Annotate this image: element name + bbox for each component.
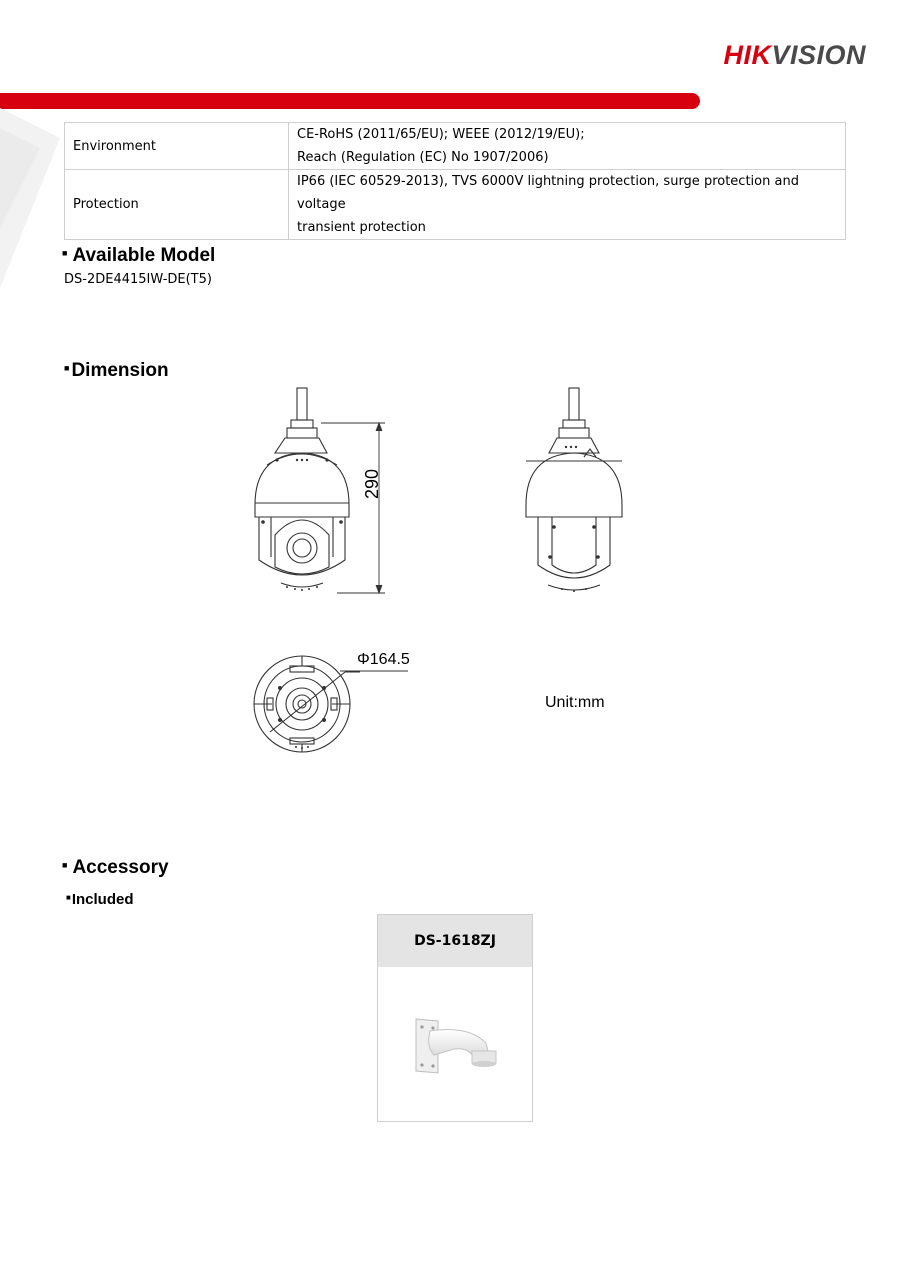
spec-value: CE-RoHS (2011/65/EU); WEEE (2012/19/EU); Reach (Regulation (EC) No 1907/2006): [289, 123, 846, 170]
table-row: [65, 123, 846, 170]
spec-table: [64, 122, 846, 240]
bullet-icon: ■: [62, 860, 68, 870]
bullet-icon: ■: [62, 248, 68, 258]
accessory-name: DS-1618ZJ: [378, 915, 532, 967]
header-red-bar: [0, 93, 700, 109]
spec-key: Environment: [65, 123, 289, 170]
watermark-graphic: [0, 108, 70, 298]
included-subheading: ■Included: [66, 891, 134, 908]
available-model-heading: ■ Available Model: [62, 245, 216, 266]
spec-key: Protection: [65, 170, 289, 240]
model-number: DS-2DE4415IW-DE(T5): [64, 272, 212, 287]
table-row: [65, 170, 846, 240]
height-dimension-label: 290: [362, 468, 382, 499]
accessory-card: [377, 914, 533, 1122]
dimension-heading: ■ Dimension: [64, 360, 169, 381]
accessory-heading: ■ Accessory: [62, 857, 169, 878]
bullet-icon: ■: [66, 893, 71, 902]
spec-value: IP66 (IEC 60529-2013), TVS 6000V lightning protection, surge protection and voltage transient protection: [289, 170, 846, 240]
hikvision-logo: HIKVISION: [723, 40, 866, 70]
bullet-icon: ■: [64, 363, 70, 373]
diameter-dimension-label: Φ164.5: [357, 651, 410, 668]
wall-mount-bracket-image: [378, 967, 532, 1121]
camera-side-view-drawing: [518, 385, 633, 600]
unit-label: Unit:mm: [545, 694, 605, 711]
